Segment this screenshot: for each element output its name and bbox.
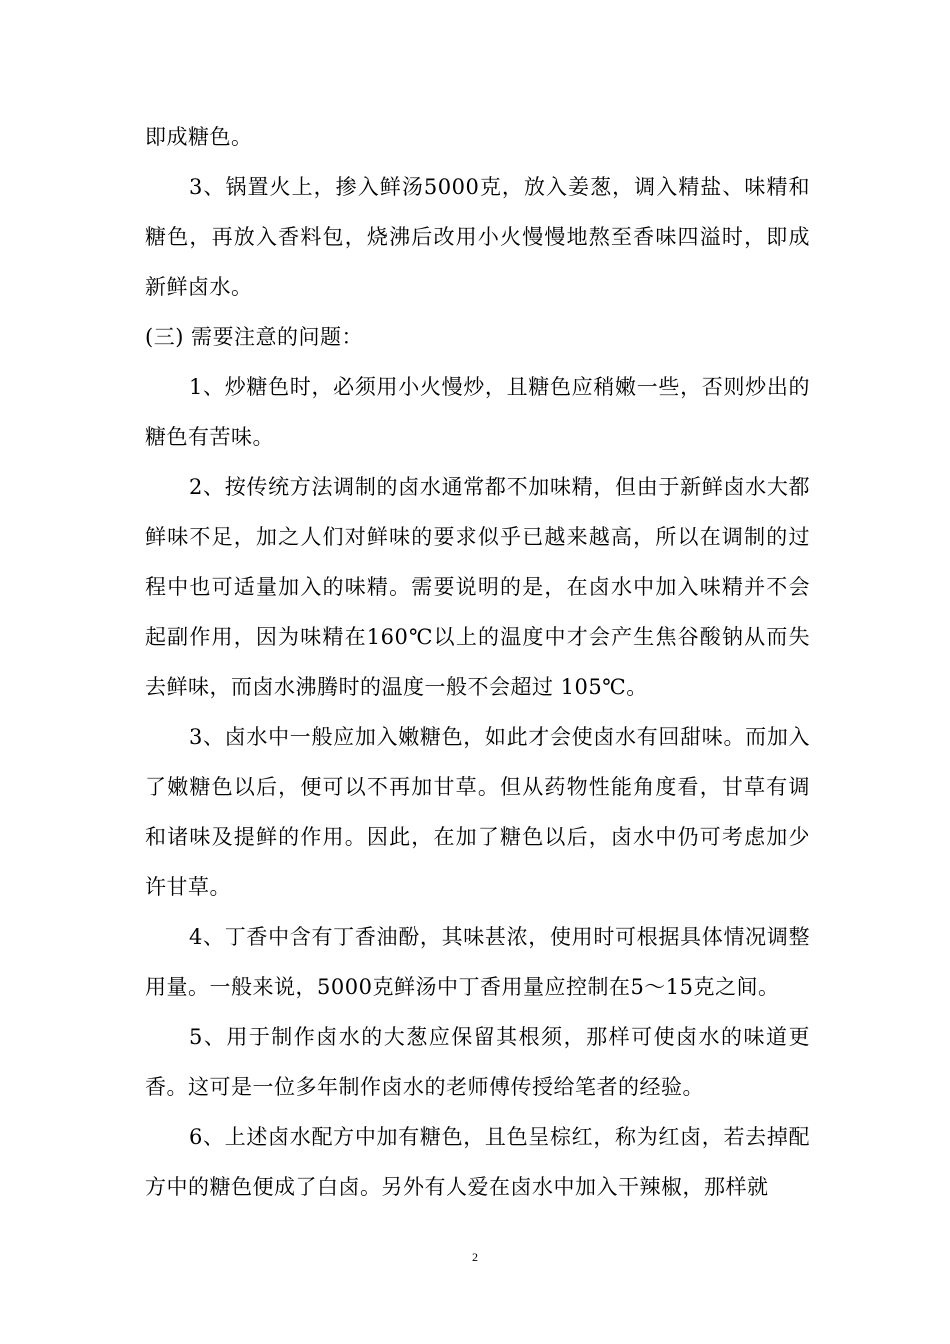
paragraph: 即成糖色。 xyxy=(145,125,253,149)
paragraph: 3、锅置火上，掺入鲜汤5000克，放入姜葱，调入精盐、味精和糖色，再放入香料包，烧沸后改用小火慢慢地熬至香味四溢时，即成新鲜卤水。 xyxy=(145,175,810,299)
page-number: 2 xyxy=(472,1250,478,1264)
document-body xyxy=(145,112,810,1212)
paragraph: 4、丁香中含有丁香油酚，其味甚浓，使用时可根据具体情况调整用量。一般来说，5000克鲜汤中丁香用量应控制在5～15克之间。 xyxy=(145,925,810,999)
section-heading: (三) 需要注意的问题： xyxy=(145,325,364,349)
paragraph: 3、卤水中一般应加入嫩糖色，如此才会使卤水有回甜味。而加入了嫩糖色以后，便可以不再加甘草。但从药物性能角度看，甘草有调和诸味及提鲜的作用。因此，在加了糖色以后，卤水中仍可考虑加少许甘草。 xyxy=(145,725,810,899)
paragraph: 2、按传统方法调制的卤水通常都不加味精，但由于新鲜卤水大都鲜味不足，加之人们对鲜味的要求似乎已越来越高，所以在调制的过程中也可适量加入的味精。需要说明的是，在卤水中加入味精并不会起副作用，因为味精在160℃以上的温度中才会产生焦谷酸钠从而失去鲜味，而卤水沸腾时的温度一般不会超过 105℃。 xyxy=(145,475,810,699)
paragraph: 5、用于制作卤水的大葱应保留其根须，那样可使卤水的味道更香。这可是一位多年制作卤水的老师傅传授给笔者的经验。 xyxy=(145,1025,810,1099)
paragraph: 1、炒糖色时，必须用小火慢炒，且糖色应稍嫩一些，否则炒出的糖色有苦味。 xyxy=(145,375,810,449)
paragraph: 6、上述卤水配方中加有糖色，且色呈棕红，称为红卤，若去掉配方中的糖色便成了白卤。另外有人爱在卤水中加入干辣椒，那样就 xyxy=(145,1125,810,1199)
